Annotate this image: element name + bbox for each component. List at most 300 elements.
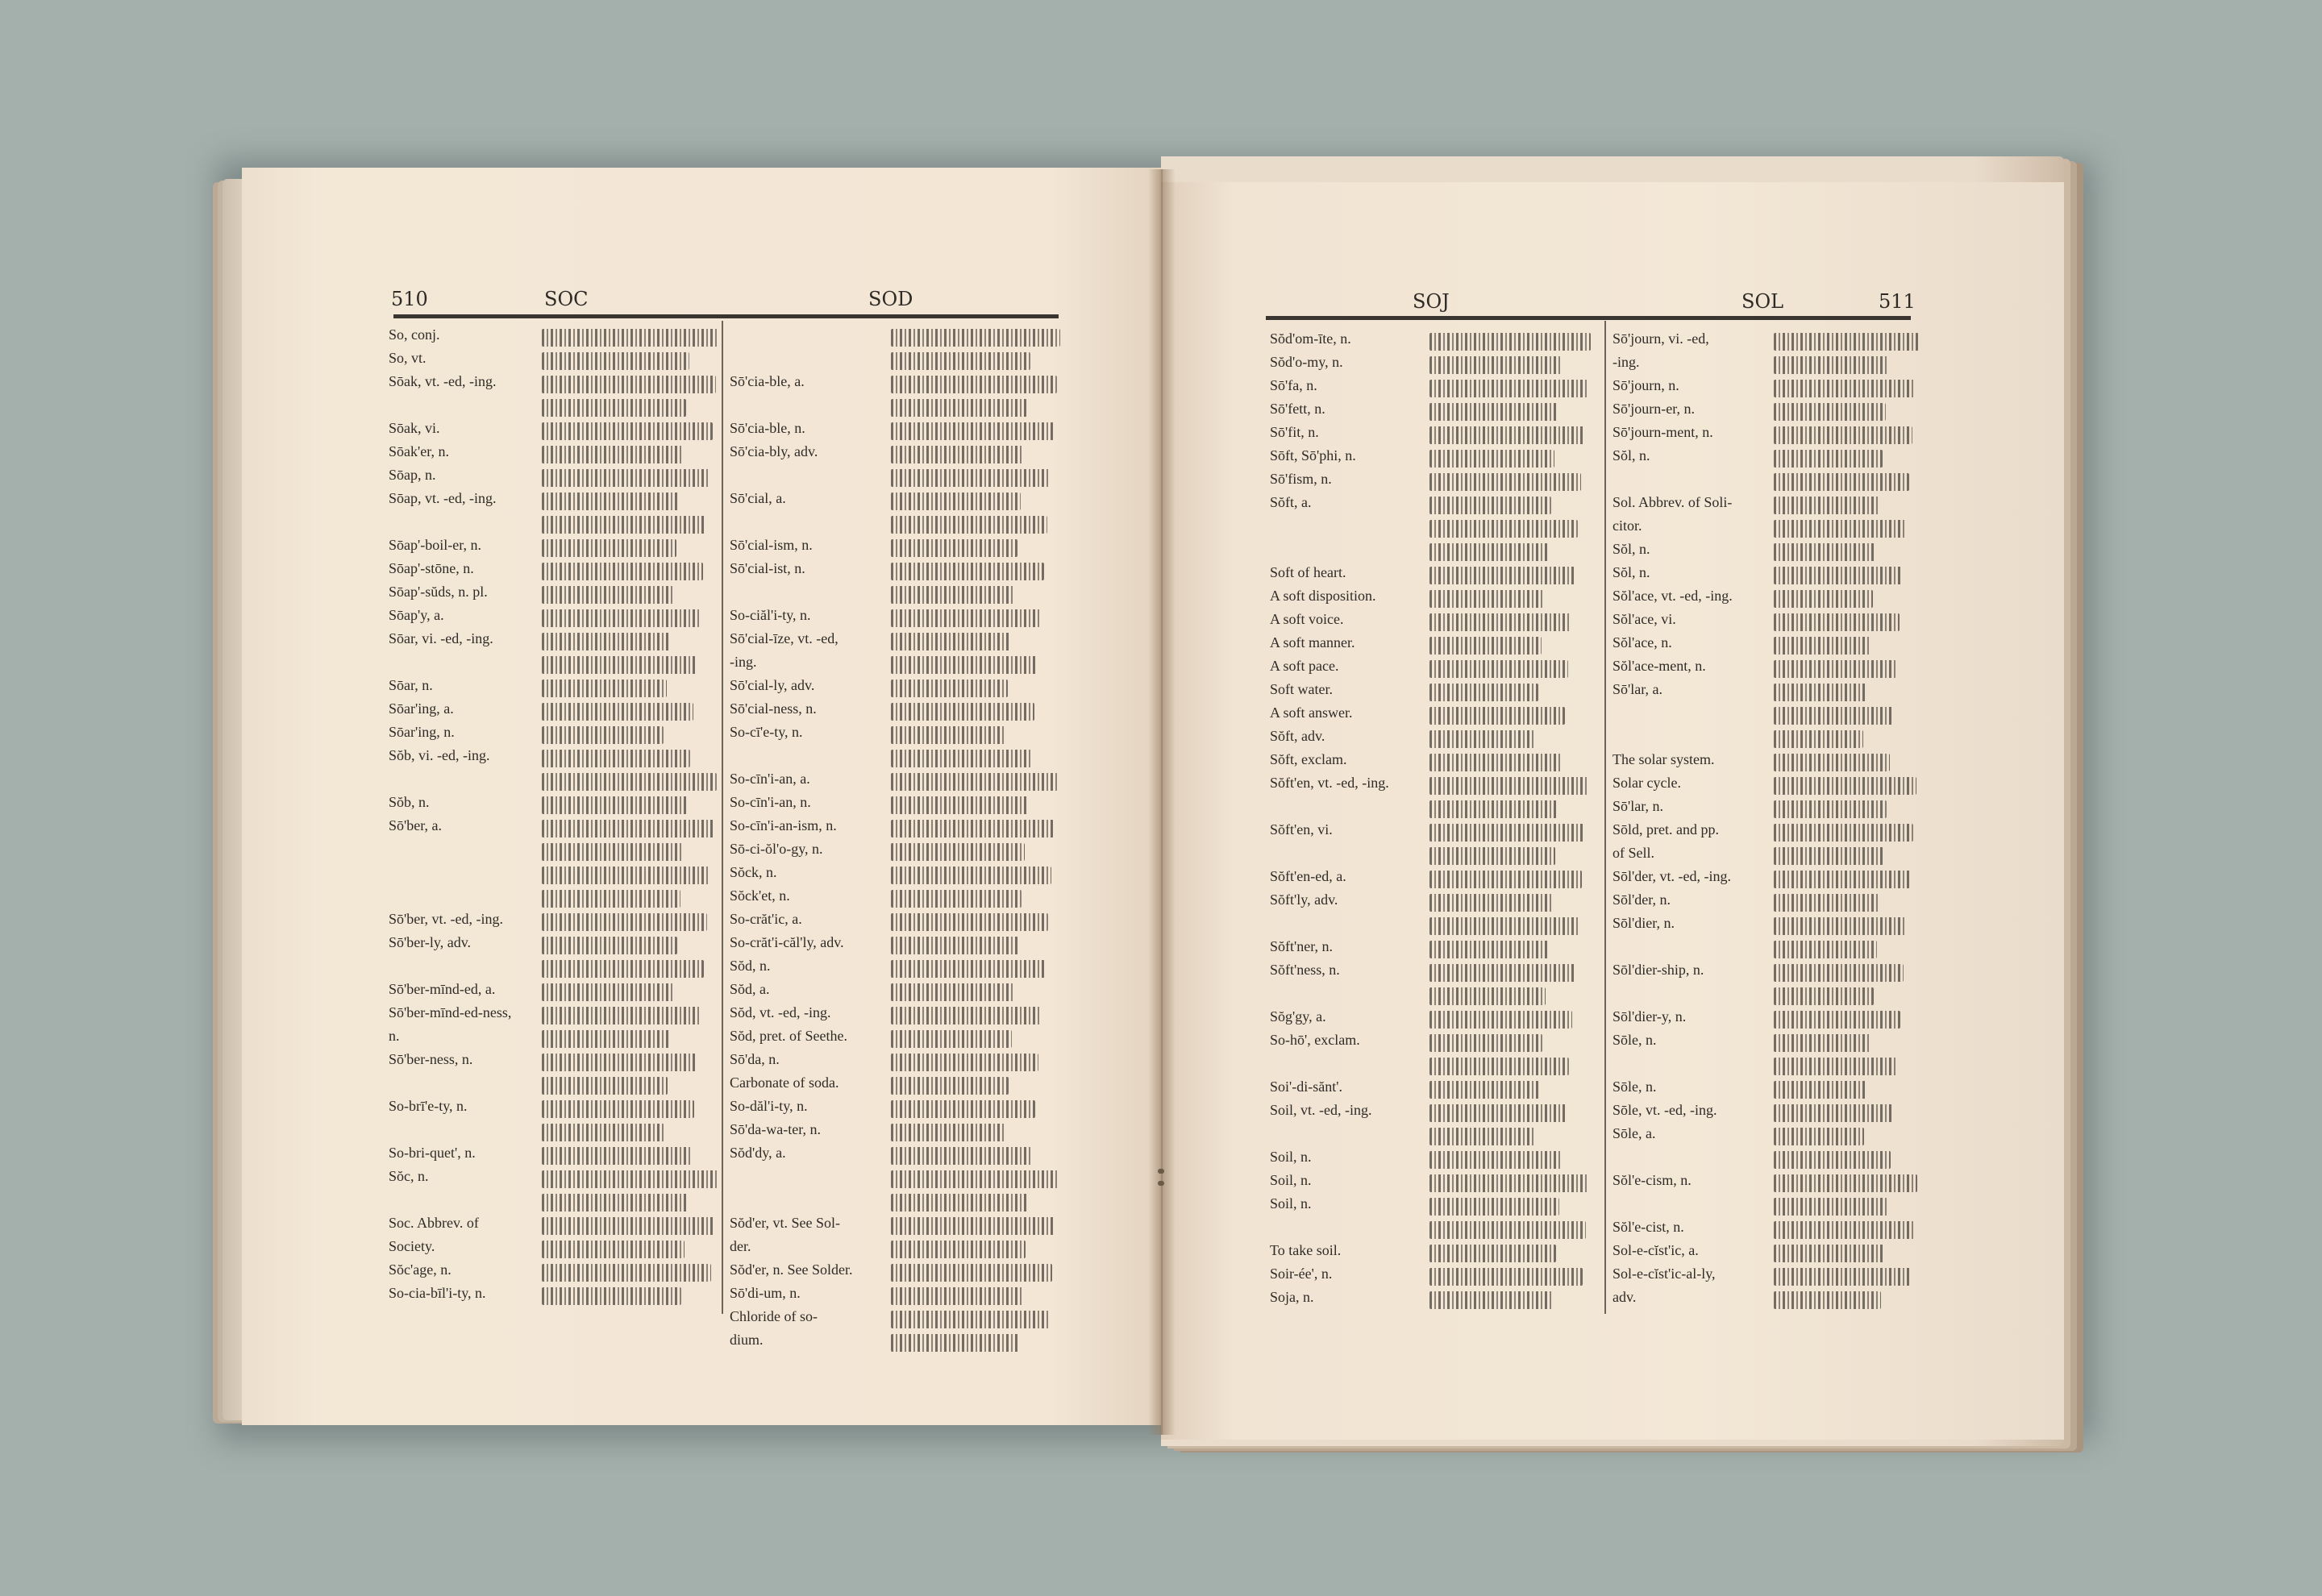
dictionary-entry <box>1270 588 1596 611</box>
dictionary-entry <box>1612 564 1919 588</box>
dictionary-entry <box>730 887 1060 911</box>
dictionary-entry <box>389 1074 715 1098</box>
japanese-gloss-text <box>891 750 1031 767</box>
dictionary-entry <box>389 1145 715 1168</box>
entry-headword: A soft manner. <box>1270 634 1355 650</box>
entry-headword: Sōap'-sŭds, n. pl. <box>389 584 488 600</box>
dictionary-entry <box>730 443 1060 467</box>
japanese-gloss-text <box>1429 567 1575 584</box>
japanese-gloss-text <box>891 726 1005 744</box>
entry-headword: Sŏd'er, n. See Solder. <box>730 1261 853 1278</box>
japanese-gloss-text <box>1774 847 1883 865</box>
japanese-gloss-text <box>542 422 713 440</box>
dictionary-entry <box>1270 401 1596 424</box>
dictionary-entry <box>730 537 1060 560</box>
japanese-gloss-text <box>1429 1104 1566 1122</box>
entry-headword: Sol-e-cĭst'ic, a. <box>1612 1242 1699 1258</box>
dictionary-entry <box>1270 517 1596 541</box>
dictionary-entry <box>1612 541 1919 564</box>
entry-headword: Sōld, pret. and pp. <box>1612 821 1719 837</box>
entry-headword: So-brī'e-ty, n. <box>389 1098 468 1114</box>
entry-headword: Sō'journ, n. <box>1612 377 1679 393</box>
japanese-gloss-text <box>1429 777 1588 795</box>
entry-headword: So-cī'e-ty, n. <box>730 724 803 740</box>
dictionary-entry <box>730 420 1060 443</box>
dictionary-entry <box>730 1285 1060 1308</box>
entry-headword: Sŏl, n. <box>1612 447 1650 463</box>
dictionary-entry <box>730 1098 1060 1121</box>
dictionary-entry <box>1612 611 1919 634</box>
dictionary-entry <box>1612 845 1919 868</box>
japanese-gloss-text <box>1774 1221 1914 1239</box>
entry-headword: Sŏl'ace-ment, n. <box>1612 658 1706 674</box>
dictionary-entry <box>389 513 715 537</box>
dictionary-entry <box>389 887 715 911</box>
japanese-gloss-text <box>891 867 1051 884</box>
right-page-column-1 <box>1270 330 1596 1312</box>
dictionary-entry <box>730 373 1060 397</box>
dictionary-entry <box>730 397 1060 420</box>
dictionary-entry <box>730 1074 1060 1098</box>
japanese-gloss-text <box>542 680 667 697</box>
entry-headword: Sō'journ, vi. -ed, <box>1612 330 1709 347</box>
dictionary-entry <box>730 817 1060 841</box>
entry-headword: Sōle, vt. -ed, -ing. <box>1612 1102 1717 1118</box>
japanese-gloss-text <box>891 516 1047 534</box>
entry-headword: Sō'lar, a. <box>1612 681 1663 697</box>
japanese-gloss-text <box>542 493 680 510</box>
entry-headword: Sŏd, a. <box>730 981 770 997</box>
dictionary-entry <box>1612 634 1919 658</box>
entry-headword: Sōl'dier-ship, n. <box>1612 962 1704 978</box>
japanese-gloss-text <box>542 913 707 931</box>
dictionary-entry <box>730 630 1060 654</box>
left-page-number: 510 <box>391 288 428 310</box>
dictionary-entry <box>730 700 1060 724</box>
japanese-gloss-text <box>1774 403 1886 421</box>
dictionary-entry <box>730 794 1060 817</box>
japanese-gloss-text <box>1429 1245 1556 1262</box>
entry-headword: Sŏb, n. <box>389 794 430 810</box>
dictionary-entry <box>1270 938 1596 962</box>
dictionary-entry <box>730 1121 1060 1145</box>
dictionary-entry <box>730 654 1060 677</box>
dictionary-entry <box>730 607 1060 630</box>
dictionary-entry <box>730 934 1060 958</box>
dictionary-entry <box>730 326 1060 350</box>
entry-headword: A soft answer. <box>1270 704 1353 721</box>
entry-headword: Sŏg'gy, a. <box>1270 1008 1326 1025</box>
entry-headword: Sŏl'ace, vt. -ed, -ing. <box>1612 588 1733 604</box>
japanese-gloss-text <box>1774 356 1889 374</box>
dictionary-entry <box>1612 1102 1919 1125</box>
left-column-divider <box>722 321 723 1314</box>
japanese-gloss-text <box>1774 450 1883 468</box>
japanese-gloss-text <box>1774 543 1876 561</box>
japanese-gloss-text <box>1429 356 1561 374</box>
dictionary-entry <box>730 841 1060 864</box>
dictionary-entry <box>1612 517 1919 541</box>
japanese-gloss-text <box>1429 333 1591 351</box>
dictionary-entry <box>1270 541 1596 564</box>
entry-headword: Sŏft'ly, adv. <box>1270 892 1338 908</box>
entry-headword: Sō'cial-ness, n. <box>730 700 817 717</box>
dictionary-entry <box>1270 868 1596 892</box>
dictionary-entry <box>389 1098 715 1121</box>
dictionary-entry <box>730 1145 1060 1168</box>
japanese-gloss-text <box>542 726 664 744</box>
entry-headword: Sŏl, n. <box>1612 564 1650 580</box>
japanese-gloss-text <box>891 1170 1059 1188</box>
japanese-gloss-text <box>1774 1151 1891 1169</box>
japanese-gloss-text <box>1774 987 1874 1005</box>
dictionary-entry <box>1612 401 1919 424</box>
entry-headword: Sōar'ing, n. <box>389 724 455 740</box>
japanese-gloss-text <box>891 633 1011 650</box>
entry-headword: Sō'da-wa-ter, n. <box>730 1121 821 1137</box>
dictionary-entry <box>730 1051 1060 1074</box>
dictionary-entry <box>389 630 715 654</box>
dictionary-entry <box>730 1308 1060 1332</box>
japanese-gloss-text <box>1429 1058 1569 1075</box>
dictionary-entry <box>389 934 715 958</box>
dictionary-entry <box>389 443 715 467</box>
japanese-gloss-text <box>542 1264 711 1282</box>
japanese-gloss-text <box>891 563 1044 580</box>
japanese-gloss-text <box>1774 1198 1887 1216</box>
japanese-gloss-text <box>891 843 1025 861</box>
japanese-gloss-text <box>1774 520 1906 538</box>
dictionary-entry <box>1612 892 1919 915</box>
dictionary-entry <box>389 467 715 490</box>
dictionary-entry <box>1612 447 1919 471</box>
entry-headword: Sōap, n. <box>389 467 436 483</box>
entry-headword: Sōap'-stōne, n. <box>389 560 474 576</box>
dictionary-entry <box>1270 1219 1596 1242</box>
dictionary-entry <box>1270 471 1596 494</box>
dictionary-entry <box>730 1332 1060 1355</box>
entry-headword: Sō'cial, a. <box>730 490 786 506</box>
japanese-gloss-text <box>1429 1198 1559 1216</box>
japanese-gloss-text <box>1774 754 1890 771</box>
entry-headword: So-cīn'i-an, n. <box>730 794 811 810</box>
japanese-gloss-text <box>1429 1174 1589 1192</box>
entry-headword: Sŏft, exclam. <box>1270 751 1347 767</box>
japanese-gloss-text <box>1774 894 1880 912</box>
dictionary-entry <box>389 1168 715 1191</box>
japanese-gloss-text <box>1774 800 1887 818</box>
entry-headword: Sŏl, n. <box>1612 541 1650 557</box>
book-gutter <box>1148 169 1176 1435</box>
japanese-gloss-text <box>542 563 703 580</box>
japanese-gloss-text <box>1429 613 1571 631</box>
japanese-gloss-text <box>1429 380 1588 397</box>
left-guide-word-start: SOC <box>544 288 589 310</box>
japanese-gloss-text <box>542 446 683 463</box>
entry-headword: Sōak'er, n. <box>389 443 450 459</box>
right-column-divider <box>1604 321 1606 1314</box>
japanese-gloss-text <box>891 1334 1019 1352</box>
dictionary-entry <box>389 373 715 397</box>
dictionary-entry <box>389 864 715 887</box>
dictionary-entry <box>730 724 1060 747</box>
dictionary-entry <box>389 1261 715 1285</box>
dictionary-entry <box>389 607 715 630</box>
dictionary-entry <box>730 1028 1060 1051</box>
entry-headword: Sō-ci-ŏl'o-gy, n. <box>730 841 823 857</box>
dictionary-entry <box>1270 354 1596 377</box>
entry-headword: of Sell. <box>1612 845 1654 861</box>
left-header-rule <box>393 314 1059 318</box>
japanese-gloss-text <box>542 586 673 604</box>
entry-headword: -ing. <box>1612 354 1640 370</box>
japanese-gloss-text <box>1429 730 1535 748</box>
entry-headword: Sōap, vt. -ed, -ing. <box>389 490 497 506</box>
entry-headword: Sŏd'o-my, n. <box>1270 354 1343 370</box>
japanese-gloss-text <box>1429 426 1584 444</box>
entry-headword: Sōl'dier-y, n. <box>1612 1008 1687 1025</box>
japanese-gloss-text <box>1774 730 1863 748</box>
japanese-gloss-text <box>542 890 680 908</box>
entry-headword: Sō'ber-mīnd-ed, a. <box>389 981 496 997</box>
japanese-gloss-text <box>1429 847 1555 865</box>
japanese-gloss-text <box>1429 871 1582 888</box>
entry-headword: Soja, n. <box>1270 1289 1314 1305</box>
dictionary-entry <box>1270 494 1596 517</box>
entry-headword: Sŏft'en, vi. <box>1270 821 1333 837</box>
japanese-gloss-text <box>1774 941 1877 958</box>
entry-headword: Sō'cial-ist, n. <box>730 560 805 576</box>
dictionary-entry <box>1612 1195 1919 1219</box>
entry-headword: Sōak, vt. -ed, -ing. <box>389 373 497 389</box>
dictionary-entry <box>1612 798 1919 821</box>
entry-headword: adv. <box>1612 1289 1637 1305</box>
japanese-gloss-text <box>1429 941 1549 958</box>
japanese-gloss-text <box>1429 987 1546 1005</box>
dictionary-entry <box>389 1004 715 1028</box>
dictionary-entry <box>1612 1219 1919 1242</box>
entry-headword: A soft voice. <box>1270 611 1344 627</box>
entry-headword: der. <box>730 1238 751 1254</box>
dictionary-entry <box>1612 681 1919 704</box>
japanese-gloss-text <box>1429 754 1562 771</box>
japanese-gloss-text <box>542 796 687 814</box>
japanese-gloss-text <box>891 329 1060 347</box>
entry-headword: So, vt. <box>389 350 427 366</box>
japanese-gloss-text <box>891 1287 1022 1305</box>
entry-headword: Sō'di-um, n. <box>730 1285 801 1301</box>
japanese-gloss-text <box>542 750 690 767</box>
dictionary-entry <box>1270 1289 1596 1312</box>
dictionary-entry <box>389 584 715 607</box>
japanese-gloss-text <box>891 703 1034 721</box>
dictionary-entry <box>730 350 1060 373</box>
japanese-gloss-text <box>542 703 693 721</box>
entry-headword: A soft disposition. <box>1270 588 1376 604</box>
dictionary-entry <box>389 981 715 1004</box>
entry-headword: Soft water. <box>1270 681 1333 697</box>
dictionary-entry <box>1270 377 1596 401</box>
japanese-gloss-text <box>1429 403 1558 421</box>
dictionary-entry <box>389 841 715 864</box>
dictionary-entry <box>1612 658 1919 681</box>
entry-headword: Sŏft'ness, n. <box>1270 962 1340 978</box>
dictionary-entry <box>730 1004 1060 1028</box>
entry-headword: Sō'fett, n. <box>1270 401 1325 417</box>
entry-headword: Sŏft'en, vt. -ed, -ing. <box>1270 775 1389 791</box>
japanese-gloss-text <box>1429 473 1581 491</box>
dictionary-entry <box>730 513 1060 537</box>
japanese-gloss-text <box>1429 543 1548 561</box>
dictionary-entry <box>389 724 715 747</box>
entry-headword: Sō'fism, n. <box>1270 471 1332 487</box>
dictionary-entry <box>389 911 715 934</box>
dictionary-entry <box>730 1215 1060 1238</box>
entry-headword: Soil, n. <box>1270 1195 1312 1212</box>
japanese-gloss-text <box>542 1194 688 1212</box>
entry-headword: citor. <box>1612 517 1642 534</box>
japanese-gloss-text <box>891 1007 1042 1025</box>
japanese-gloss-text <box>1774 964 1904 982</box>
entry-headword: Sōle, n. <box>1612 1079 1657 1095</box>
entry-headword: Sō'ber-ly, adv. <box>389 934 472 950</box>
japanese-gloss-text <box>1429 917 1579 935</box>
japanese-gloss-text <box>542 1170 718 1188</box>
japanese-gloss-text <box>1429 824 1585 842</box>
japanese-gloss-text <box>1774 871 1910 888</box>
japanese-gloss-text <box>1429 707 1565 725</box>
japanese-gloss-text <box>891 609 1041 627</box>
japanese-gloss-text <box>1774 333 1919 351</box>
dictionary-entry <box>389 771 715 794</box>
binding-mark <box>1158 1169 1164 1174</box>
japanese-gloss-text <box>542 773 717 791</box>
japanese-gloss-text <box>891 446 1024 463</box>
japanese-gloss-text <box>1429 497 1551 514</box>
left-page-column-1 <box>389 326 715 1308</box>
dictionary-entry <box>389 700 715 724</box>
japanese-gloss-text <box>1774 426 1912 444</box>
entry-headword: Sŏc'age, n. <box>389 1261 452 1278</box>
entry-headword: Chloride of so- <box>730 1308 818 1324</box>
dictionary-entry <box>1612 751 1919 775</box>
left-guide-word-end: SOD <box>868 288 913 310</box>
dictionary-entry <box>730 584 1060 607</box>
dictionary-entry <box>389 1191 715 1215</box>
japanese-gloss-text <box>542 539 676 557</box>
dictionary-entry <box>730 864 1060 887</box>
dictionary-entry <box>1270 728 1596 751</box>
japanese-gloss-text <box>891 1241 1026 1258</box>
dictionary-entry <box>730 771 1060 794</box>
japanese-gloss-text <box>1774 824 1913 842</box>
japanese-gloss-text <box>891 796 1028 814</box>
dictionary-entry <box>1612 775 1919 798</box>
entry-headword: Sō'cial-ism, n. <box>730 537 813 553</box>
entry-headword: Sō'ber, vt. -ed, -ing. <box>389 911 503 927</box>
entry-headword: Sōar'ing, a. <box>389 700 454 717</box>
japanese-gloss-text <box>1429 1081 1539 1099</box>
japanese-gloss-text <box>542 1124 664 1141</box>
dictionary-entry <box>1270 892 1596 915</box>
entry-headword: Sŏc, n. <box>389 1168 429 1184</box>
japanese-gloss-text <box>891 656 1038 674</box>
japanese-gloss-text <box>542 352 689 370</box>
dictionary-entry <box>1270 821 1596 845</box>
dictionary-entry <box>1612 962 1919 985</box>
japanese-gloss-text <box>1774 613 1900 631</box>
dictionary-entry <box>730 958 1060 981</box>
japanese-gloss-text <box>1429 590 1545 608</box>
entry-headword: Sŏl'ace, n. <box>1612 634 1672 650</box>
dictionary-entry <box>1270 775 1596 798</box>
japanese-gloss-text <box>1774 1081 1867 1099</box>
entry-headword: Sŏd, vt. -ed, -ing. <box>730 1004 831 1020</box>
japanese-gloss-text <box>1774 684 1866 701</box>
japanese-gloss-text <box>1774 707 1893 725</box>
dictionary-entry <box>1270 798 1596 821</box>
entry-headword: So-ciăl'i-ty, n. <box>730 607 811 623</box>
japanese-gloss-text <box>542 1054 697 1071</box>
binding-mark <box>1158 1181 1164 1186</box>
right-guide-word-start: SOJ <box>1413 290 1450 313</box>
dictionary-entry <box>1612 424 1919 447</box>
japanese-gloss-text <box>891 1311 1049 1328</box>
japanese-gloss-text <box>1429 964 1575 982</box>
japanese-gloss-text <box>542 399 686 417</box>
japanese-gloss-text <box>542 1147 691 1165</box>
entry-headword: So-dăl'i-ty, n. <box>730 1098 808 1114</box>
dictionary-entry <box>1270 1102 1596 1125</box>
dictionary-entry <box>1612 938 1919 962</box>
dictionary-entry <box>1270 634 1596 658</box>
dictionary-entry <box>389 1238 715 1261</box>
japanese-gloss-text <box>542 376 716 393</box>
dictionary-entry <box>389 537 715 560</box>
dictionary-entry <box>1612 1032 1919 1055</box>
dictionary-entry <box>389 1285 715 1308</box>
dictionary-entry <box>389 350 715 373</box>
dictionary-entry <box>1270 447 1596 471</box>
japanese-gloss-text <box>1774 1245 1884 1262</box>
japanese-gloss-text <box>542 516 706 534</box>
dictionary-entry <box>730 1168 1060 1191</box>
japanese-gloss-text <box>542 1287 681 1305</box>
dictionary-entry <box>1270 704 1596 728</box>
entry-headword: Sōl'der, n. <box>1612 892 1671 908</box>
dictionary-entry <box>730 1191 1060 1215</box>
dictionary-entry <box>1270 845 1596 868</box>
entry-headword: Sō'fit, n. <box>1270 424 1319 440</box>
left-page-column-2 <box>730 326 1060 1355</box>
entry-headword: Sō'ber-ness, n. <box>389 1051 473 1067</box>
right-page-column-2 <box>1612 330 1919 1312</box>
entry-headword: Sŏd'er, vt. See Sol- <box>730 1215 841 1231</box>
entry-headword: Sŏft'en-ed, a. <box>1270 868 1346 884</box>
dictionary-entry <box>1612 471 1919 494</box>
entry-headword: To take soil. <box>1270 1242 1342 1258</box>
japanese-gloss-text <box>1774 660 1896 678</box>
dictionary-entry <box>389 958 715 981</box>
dictionary-entry <box>1612 330 1919 354</box>
dictionary-entry <box>1612 377 1919 401</box>
japanese-gloss-text <box>1774 1174 1917 1192</box>
entry-headword: Soil, n. <box>1270 1172 1312 1188</box>
entry-headword: So-hō', exclam. <box>1270 1032 1360 1048</box>
dictionary-entry <box>1270 1008 1596 1032</box>
entry-headword: Sŏd, pret. of Seethe. <box>730 1028 847 1044</box>
japanese-gloss-text <box>1774 1128 1864 1145</box>
